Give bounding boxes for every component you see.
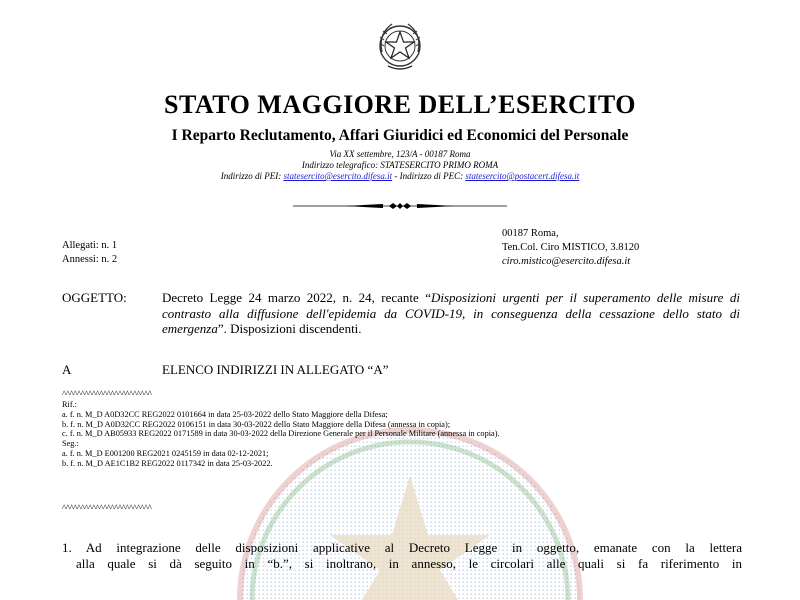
riferimenti-block [62, 400, 500, 469]
oggetto-text [162, 290, 740, 337]
postal-address: Via XX settembre, 123/A - 00187 Roma [329, 149, 471, 159]
paragraph-line-1: 1. Ad integrazione delle disposizioni applicative al Decreto Legge in oggetto, emanate con la lettera [62, 540, 742, 555]
allegati-count: Allegati: n. 1 [62, 240, 118, 251]
seg-item-a: a. f. n. M_D E001200 REG2021 0245159 in data 02-12-2021; [62, 448, 269, 458]
body-paragraph-1 [62, 540, 742, 571]
pec-email-link[interactable]: statesercito@postacert.difesa.it [465, 171, 580, 181]
rif-label: Rif.: [62, 400, 77, 409]
annessi-count: Annessi: n. 2 [62, 254, 118, 265]
email-addresses [0, 171, 800, 181]
ornament-divider [285, 200, 515, 212]
seg-label: Seg.: [62, 439, 79, 449]
oggetto-label: OGGETTO: [62, 290, 127, 305]
oggetto-post: ”. Disposizioni discendenti. [217, 321, 362, 336]
officer-email: ciro.mistico@esercito.difesa.it [502, 256, 631, 267]
separator-top: ^^^^^^^^^^^^^^^^^^^^^^^^ [62, 389, 152, 399]
separator-bottom: ^^^^^^^^^^^^^^^^^^^^^^^^ [62, 503, 152, 513]
rif-item-c: c. f. n. M_D AB05933 REG2022 0171589 in data 30-03-2022 della Direzione Generale per il Personale Militare (annessa in copia). [62, 429, 500, 439]
pec-label: - Indirizzo di PEC: [392, 171, 466, 181]
destinatari-text: ELENCO INDIRIZZI IN ALLEGATO “A” [162, 362, 389, 377]
pei-email-link[interactable]: statesercito@esercito.difesa.it [283, 171, 393, 181]
oggetto-pre: Decreto Legge 24 marzo 2022, n. 24, recante “ [162, 290, 431, 305]
seg-item-b: b. f. n. M_D AE1C1B2 REG2022 0117342 in data 25-03-2022. [62, 458, 273, 468]
rif-item-a: a. f. n. M_D A0D32CC REG2022 0101664 in data 25-03-2022 dello Stato Maggiore della Difesa; [62, 409, 388, 419]
page-title: STATO MAGGIORE DELL’ESERCITO [163, 90, 637, 119]
place: 00187 Roma, [502, 228, 559, 239]
telegraphic-address: Indirizzo telegrafico: STATESERCITO PRIMO ROMA [301, 160, 499, 170]
paragraph-line-2: alla quale si dà seguito in “b.”, si inoltrano, in annesso, le circolari alle quali si fa riferimento in [76, 555, 742, 571]
rif-item-b: b. f. n. M_D A0D32CC REG2022 0106151 in data 30-03-2022 dello Stato Maggiore della Difesa (annessa in copia); [62, 419, 451, 429]
officer-contact: Ten.Col. Ciro MISTICO, 3.8120 [502, 242, 640, 253]
destinatari-label: A [62, 362, 72, 377]
republic-emblem-icon [368, 12, 432, 76]
oggetto-italic: Disposizioni urgenti per il superamento delle misure di contrasto alla diffusione dell'epidemia da COVID-19, in conseguenza della cessazione dello stato di emergenza [162, 290, 740, 336]
department-subtitle: I Reparto Reclutamento, Affari Giuridici ed Economici del Personale [171, 127, 629, 144]
pei-label: Indirizzo di PEI: [220, 171, 284, 181]
